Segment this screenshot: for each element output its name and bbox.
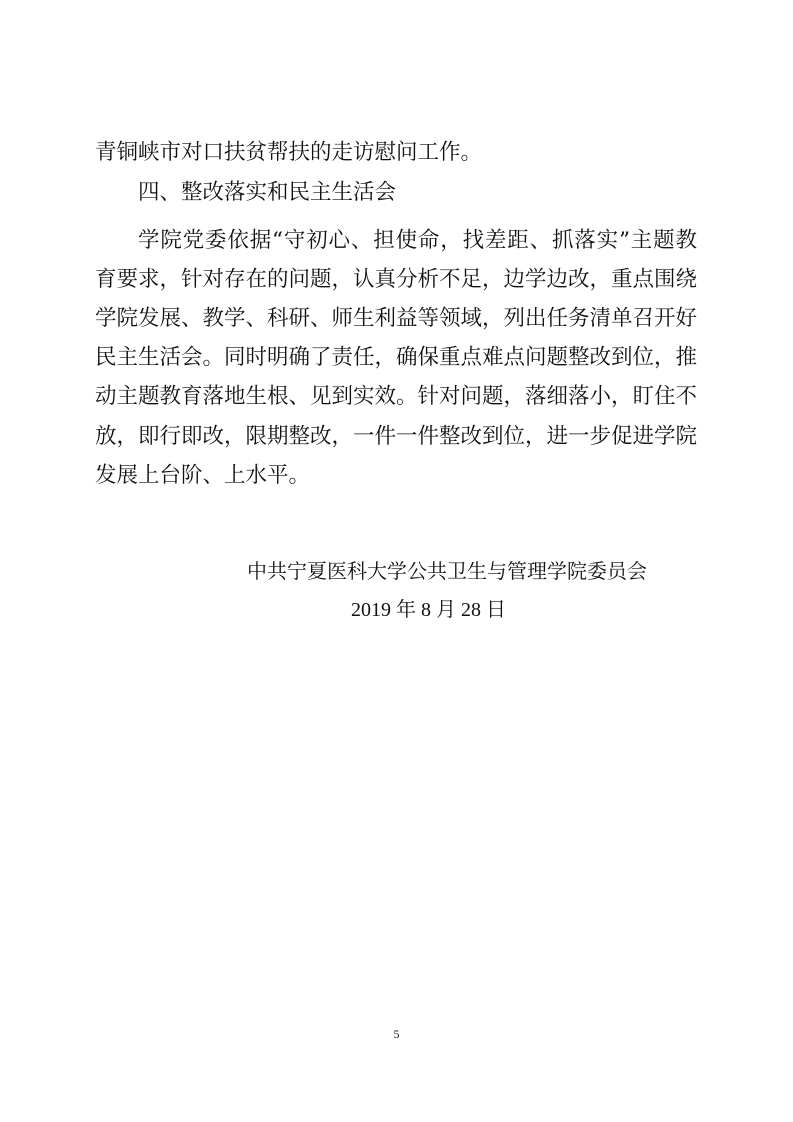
paragraph-line: 学院发展、教学、科研、师生利益等领域，列出任务清单召开好 — [95, 306, 698, 331]
paragraph-line: 育要求，针对存在的问题，认真分析不足，边学边改，重点围绕 — [95, 267, 698, 292]
paragraph-line: 民主生活会。同时明确了责任，确保重点难点问题整改到位，推 — [95, 345, 698, 370]
paragraph-line: 动主题教育落地生根、见到实效。针对问题，落细落小，盯住不 — [95, 384, 698, 409]
paragraph-line: 放，即行即改，限期整改，一件一件整改到位，进一步促进学院 — [95, 424, 698, 449]
continuation-line: 青铜峡市对口扶贫帮扶的走访慰问工作。 — [95, 140, 483, 165]
section-heading: 四、整改落实和民主生活会 — [138, 180, 397, 205]
signature-organization: 中共宁夏医科大学公共卫生与管理学院委员会 — [247, 559, 647, 583]
paragraph-line: 发展上台阶、上水平。 — [95, 463, 311, 488]
page-number: 5 — [393, 1027, 400, 1041]
paragraph-line: 学院党委依据“守初心、担使命，找差距、抓落实”主题教 — [138, 228, 697, 253]
signature-date: 2019 年 8 月 28 日 — [351, 599, 506, 621]
